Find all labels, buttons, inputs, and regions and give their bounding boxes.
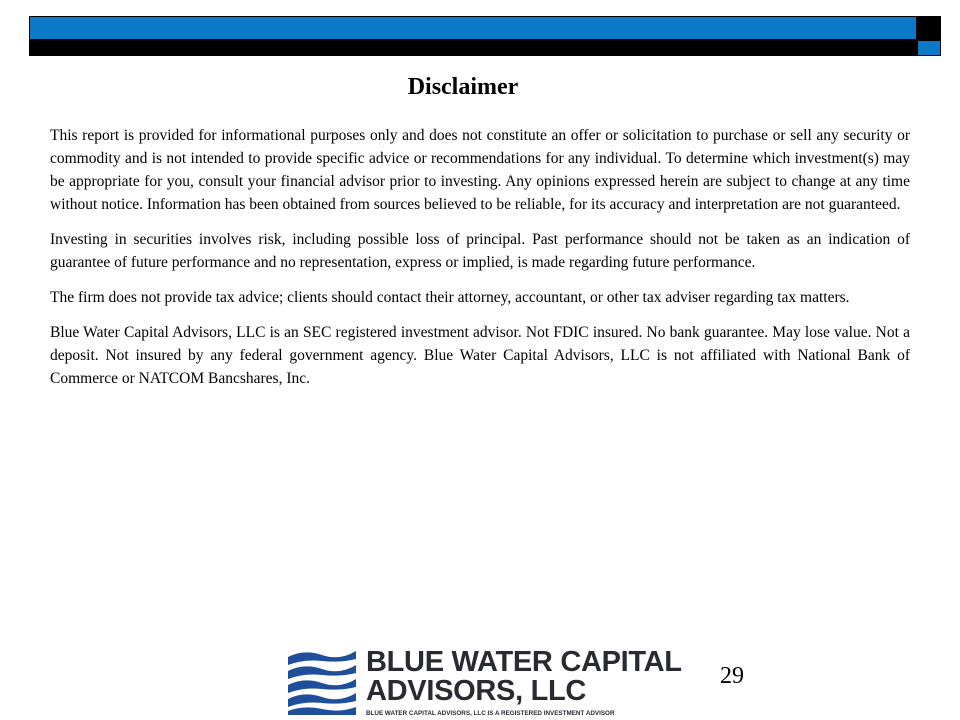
disclaimer-paragraph-registration: Blue Water Capital Advisors, LLC is an SEC registered investment advisor. Not FDIC insured. No bank guarantee. May lose value. Not a deposit. Not insured by any federal government agency. Blue Water Capital Advisors, LLC is not affiliated with National Bank of Commerce or NATCOM Bancshares, Inc.: [50, 324, 910, 387]
header-corner-blue: [917, 40, 941, 56]
disclaimer-body: [50, 124, 910, 402]
header-bar-black: [29, 40, 917, 56]
company-logo: [286, 645, 682, 720]
waves-icon: [286, 647, 358, 717]
disclaimer-paragraph-tax: The firm does not provide tax advice; clients should contact their attorney, accountant, or other tax adviser regarding tax matters.: [50, 289, 850, 306]
logo-line-1: BLUE WATER CAPITAL: [366, 646, 682, 678]
slide-title: Disclaimer: [407, 74, 519, 100]
header-bar-blue: [29, 16, 917, 40]
header-corner-black: [917, 16, 941, 40]
page-number: 29: [720, 663, 744, 689]
logo-line-2: ADVISORS, LLC: [366, 675, 587, 707]
logo-tagline: BLUE WATER CAPITAL ADVISORS, LLC IS A REGISTERED INVESTMENT ADVISOR: [366, 710, 615, 717]
disclaimer-paragraph-risk: Investing in securities involves risk, including possible loss of principal. Past performance should not be taken as an indication of guarantee of future performance and no representation, express or implied, is made regarding future performance.: [50, 231, 910, 271]
disclaimer-paragraph-informational: This report is provided for informational purposes only and does not constitute an offer or solicitation to purchase or sell any security or commodity and is not intended to provide specific advice or recommendations for any individual. To determine which investment(s) may be appropriate for you, consult your financial advisor prior to investing. Any opinions expressed herein are subject to change at any time without notice. Information has been obtained from sources believed to be reliable, for its accuracy and interpretation are not guaranteed.: [50, 127, 910, 213]
